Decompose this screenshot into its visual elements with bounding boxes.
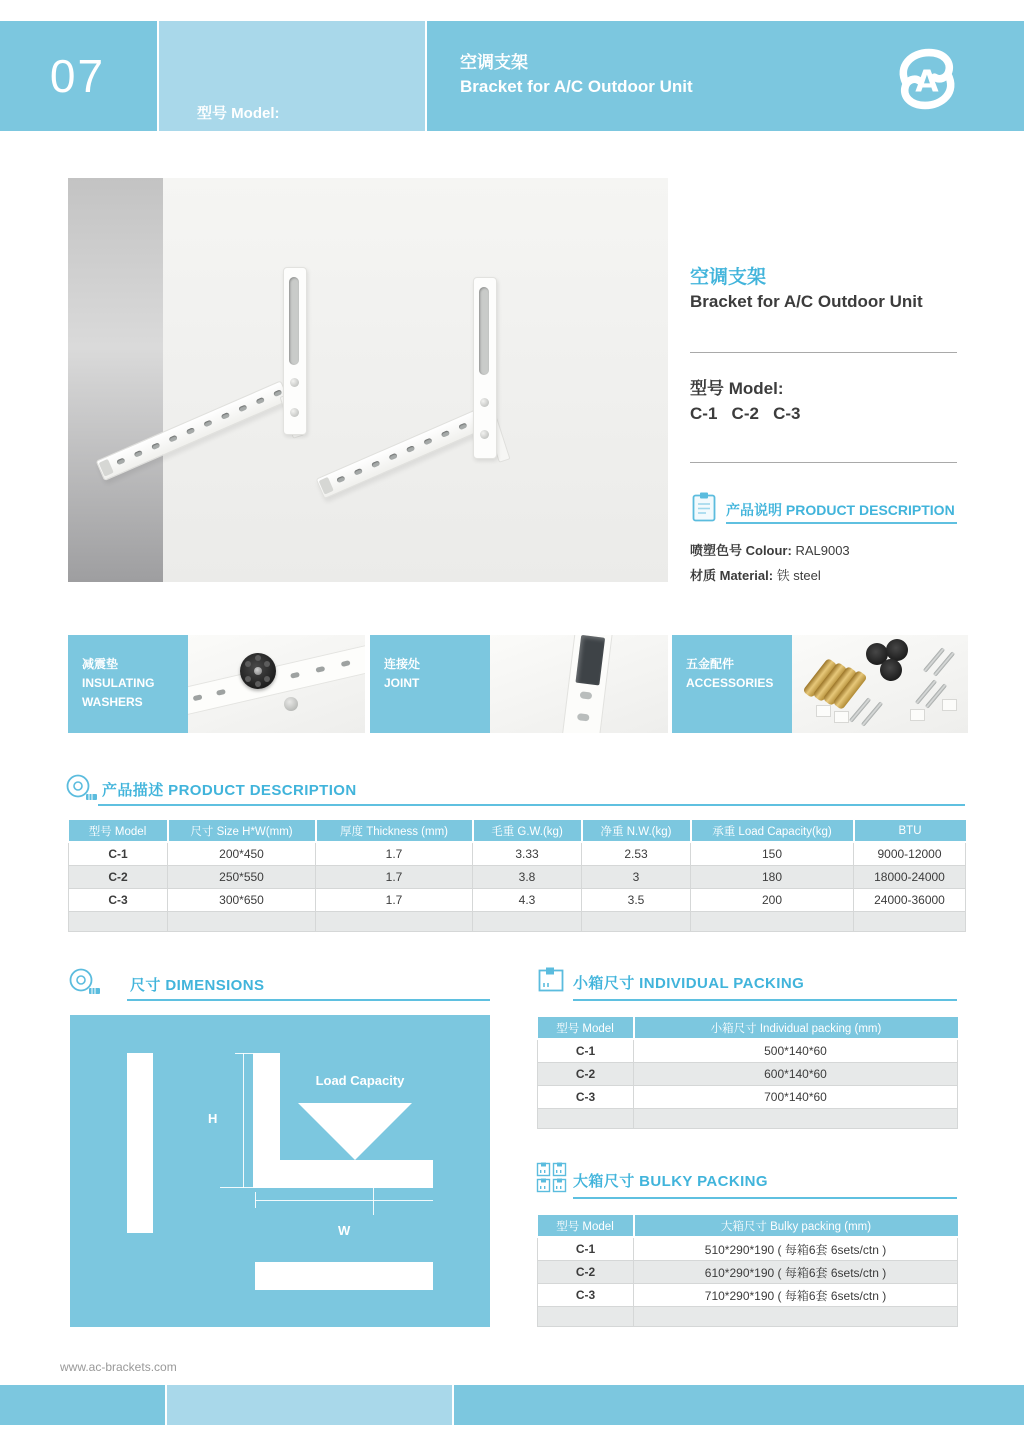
clipboard-icon — [690, 491, 718, 528]
boxes-grid-icon — [536, 1162, 568, 1199]
table-cell: 180 — [691, 866, 854, 889]
material-label: 材质 Material: — [690, 568, 774, 583]
box-icon — [537, 964, 565, 999]
column-header: 毛重 G.W.(kg) — [473, 820, 582, 842]
table-cell: 9000-12000 — [854, 842, 966, 866]
thumb-label-zh: 减震垫 — [82, 657, 119, 671]
thumb-label-en: INSULATING — [82, 676, 155, 690]
underline — [98, 804, 965, 806]
table-row — [538, 1284, 958, 1307]
column-header: 型号 Model — [538, 1017, 634, 1039]
colour-label: 喷塑色号 Colour: — [690, 543, 792, 558]
table-cell: 4.3 — [473, 889, 582, 912]
screw — [284, 697, 298, 711]
table-cell — [316, 912, 473, 932]
table-cell: 24000-36000 — [854, 889, 966, 912]
dimensions-section-title: 尺寸 DIMENSIONS — [130, 977, 265, 994]
table-cell: C-2 — [69, 866, 168, 889]
thumb-label-insulating-washers — [68, 635, 188, 733]
individual-packing-table — [537, 1017, 958, 1129]
underline — [726, 522, 957, 524]
table-cell: 1.7 — [316, 842, 473, 866]
table-header-row — [69, 820, 966, 842]
table-cell — [473, 912, 582, 932]
svg-text:A: A — [915, 64, 939, 100]
table-cell: 2.53 — [582, 842, 691, 866]
page-header — [0, 21, 1024, 131]
thumb-label-zh: 五金配件 — [686, 657, 735, 671]
bracket-wall-plate — [473, 277, 497, 459]
product-photo — [68, 178, 668, 582]
w-label: W — [338, 1223, 351, 1238]
table-row — [69, 889, 966, 912]
table-cell — [69, 912, 168, 932]
h-dimension-line — [243, 1053, 244, 1188]
table-cell: C-2 — [538, 1261, 634, 1284]
table-cell: 600*140*60 — [634, 1063, 958, 1086]
product-title-zh: 空调支架 — [690, 267, 767, 288]
column-header: 厚度 Thickness (mm) — [316, 820, 473, 842]
table-cell: 610*290*190 ( 每箱6套 6sets/ctn ) — [634, 1261, 958, 1284]
load-capacity-label: Load Capacity — [315, 1073, 405, 1088]
diagram-base-bar — [255, 1262, 433, 1290]
table-row — [538, 1086, 958, 1109]
table-cell — [538, 1307, 634, 1327]
colour-value: RAL9003 — [791, 543, 850, 558]
model-list: C-1 C-2 C-3 — [690, 404, 801, 423]
empty-row — [538, 1307, 958, 1327]
tape-measure-icon — [63, 772, 101, 810]
table-cell: 200*450 — [168, 842, 316, 866]
brand-logo-icon — [890, 45, 964, 118]
table-cell: 1.7 — [316, 889, 473, 912]
column-header: 大箱尺寸 Bulky packing (mm) — [634, 1215, 958, 1237]
table-header-row — [538, 1215, 958, 1237]
table-cell: C-1 — [69, 842, 168, 866]
bracket-arm — [316, 404, 497, 499]
header-title-zh: 空调支架 — [460, 53, 528, 72]
table-cell: 3.8 — [473, 866, 582, 889]
spec-table — [68, 820, 966, 932]
empty-row — [69, 912, 966, 932]
column-header: 型号 Model — [538, 1215, 634, 1237]
table-row — [69, 842, 966, 866]
w-tick — [255, 1192, 256, 1208]
underline — [127, 999, 490, 1001]
table-cell — [538, 1109, 634, 1129]
table-cell — [582, 912, 691, 932]
product-title-en: Bracket for A/C Outdoor Unit — [690, 292, 923, 311]
table-cell: C-3 — [538, 1086, 634, 1109]
load-arrow — [298, 1103, 412, 1160]
table-cell: 18000-24000 — [854, 866, 966, 889]
header-title — [460, 51, 693, 99]
h-tick — [220, 1187, 253, 1188]
table-cell — [854, 912, 966, 932]
divider — [690, 462, 957, 463]
table-cell: C-3 — [538, 1284, 634, 1307]
table-cell — [168, 912, 316, 932]
bulky-packing-title: 大箱尺寸 BULKY PACKING — [573, 1173, 768, 1190]
footer-bar-light-segment — [165, 1385, 454, 1425]
diagram-wall-bar — [127, 1053, 153, 1233]
divider — [690, 352, 957, 353]
website-url: www.ac-brackets.com — [60, 1360, 177, 1374]
colour-line — [690, 540, 850, 559]
table-cell: 500*140*60 — [634, 1039, 958, 1063]
diagram-bracket-horizontal — [253, 1160, 433, 1188]
individual-packing-title: 小箱尺寸 INDIVIDUAL PACKING — [573, 975, 805, 992]
thumb-photo-washer — [188, 635, 365, 733]
material-value: 铁 steel — [773, 568, 821, 583]
column-header: 小箱尺寸 Individual packing (mm) — [634, 1017, 958, 1039]
table-cell: C-3 — [69, 889, 168, 912]
table-cell: 510*290*190 ( 每箱6套 6sets/ctn ) — [634, 1237, 958, 1261]
table-row — [538, 1039, 958, 1063]
table-cell: 3.33 — [473, 842, 582, 866]
table-cell: 700*140*60 — [634, 1086, 958, 1109]
thumb-label-en: WASHERS — [82, 695, 143, 709]
table-cell: C-1 — [538, 1039, 634, 1063]
table-cell: 300*650 — [168, 889, 316, 912]
w-tick — [373, 1177, 374, 1215]
tape-measure-icon — [66, 966, 104, 1004]
table-row — [538, 1261, 958, 1284]
wall-edge — [68, 178, 163, 582]
underline — [573, 999, 957, 1001]
material-line — [690, 565, 821, 584]
h-tick — [235, 1053, 253, 1054]
table-cell: C-1 — [538, 1237, 634, 1261]
thumb-label-en: ACCESSORIES — [686, 676, 774, 690]
empty-row — [538, 1109, 958, 1129]
column-header: BTU — [854, 820, 966, 842]
table-cell: C-2 — [538, 1063, 634, 1086]
table-cell: 3 — [582, 866, 691, 889]
w-dimension-line — [255, 1200, 433, 1201]
table-cell: 1.7 — [316, 866, 473, 889]
h-label: H — [208, 1111, 218, 1126]
column-header: 承重 Load Capacity(kg) — [691, 820, 854, 842]
table-cell — [691, 912, 854, 932]
thumb-label-joint — [370, 635, 490, 733]
table-cell: 150 — [691, 842, 854, 866]
column-header: 型号 Model — [69, 820, 168, 842]
footer-bar — [0, 1385, 1024, 1425]
thumb-label-accessories — [672, 635, 792, 733]
model-label: 型号 Model: — [690, 379, 784, 398]
header-title-en: Bracket for A/C Outdoor Unit — [460, 77, 693, 96]
table-header-row — [538, 1017, 958, 1039]
bulky-packing-table — [537, 1215, 958, 1327]
column-header: 尺寸 Size H*W(mm) — [168, 820, 316, 842]
table-row — [538, 1063, 958, 1086]
table-row — [538, 1237, 958, 1261]
column-header: 净重 N.W.(kg) — [582, 820, 691, 842]
dimensions-diagram — [70, 1015, 490, 1327]
thumb-label-en: JOINT — [384, 676, 420, 690]
thumb-label-zh: 连接处 — [384, 657, 421, 671]
table-cell: 710*290*190 ( 每箱6套 6sets/ctn ) — [634, 1284, 958, 1307]
bracket-wall-plate — [283, 267, 307, 435]
table-cell: 3.5 — [582, 889, 691, 912]
thumb-photo-accessories — [792, 635, 968, 733]
table-cell — [634, 1307, 958, 1327]
product-description-title: 产品说明 PRODUCT DESCRIPTION — [726, 502, 955, 518]
thumb-photo-joint — [490, 635, 668, 733]
spec-section-title: 产品描述 PRODUCT DESCRIPTION — [102, 782, 357, 799]
page-number: 07 — [49, 50, 106, 102]
underline — [573, 1197, 957, 1199]
table-cell: 250*550 — [168, 866, 316, 889]
header-model-box — [157, 21, 427, 131]
table-cell — [634, 1109, 958, 1129]
table-cell: 200 — [691, 889, 854, 912]
table-row — [69, 866, 966, 889]
header-model-label: 型号 Model: — [197, 105, 280, 122]
